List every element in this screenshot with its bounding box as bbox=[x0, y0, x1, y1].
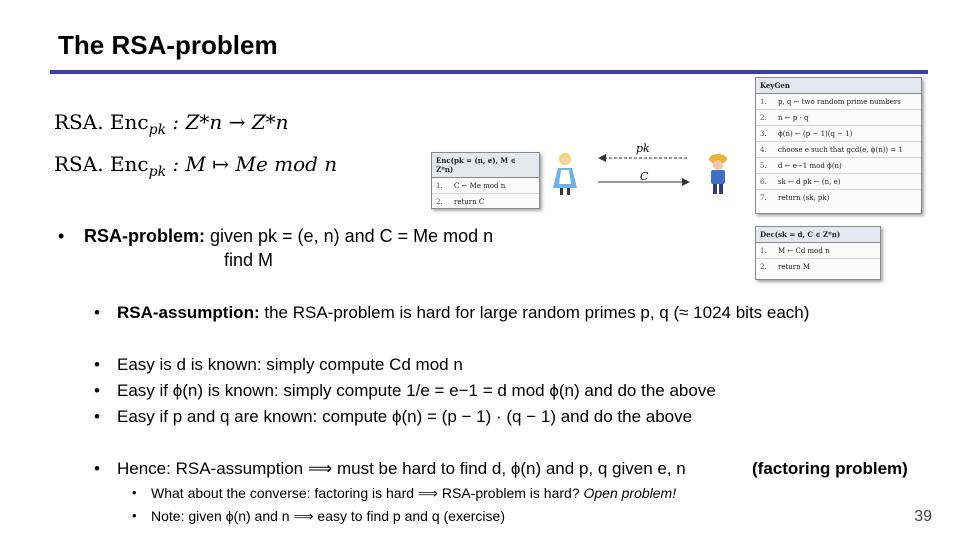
dec-box-line: M ← Cd mod n bbox=[778, 246, 830, 255]
rsa-problem-find: find M bbox=[224, 250, 274, 270]
easy-line-2: Easy if ϕ(n) is known: simply compute 1/e = e−1 = d mod ϕ(n) and do the above bbox=[117, 381, 716, 400]
bullet-dot: • bbox=[94, 381, 100, 400]
rsa-problem-line bbox=[84, 226, 493, 247]
sub-bullet-dot: • bbox=[132, 485, 137, 500]
bullet-dot: • bbox=[94, 407, 100, 426]
bullet-dot: • bbox=[94, 459, 100, 478]
title-underline bbox=[50, 70, 928, 74]
assumption-label: RSA-assumption: bbox=[117, 303, 260, 322]
rsa-problem-text: given pk = (e, n) and C = Me mod n bbox=[205, 226, 494, 246]
keygen-algorithm-box: KeyGen 1. p, q ← two random prime numbers 2. n ← p · q 3. ϕ(n) ← (p − 1)(q − 1) 4. choose e such that gcd(e, ϕ(n)) = 1 5. d ← e−1 mod ϕ(n) 6. sk ← d pk ← (n, e) 7. return (sk, pk) bbox=[755, 77, 922, 214]
keygen-box-line: return (sk, pk) bbox=[778, 193, 830, 202]
enc-algorithm-box: Enc(pk = (n, e), M ∈ Z*n) 1. C ← Me mod n 2. return C bbox=[431, 152, 540, 209]
keygen-box-line: n ← p · q bbox=[778, 113, 809, 122]
enc-domain: : Z*n → Z*n bbox=[172, 110, 289, 134]
enc-domain-line bbox=[54, 110, 289, 138]
enc-box-line: C ← Me mod n bbox=[454, 181, 506, 190]
hence-line: Hence: RSA-assumption ⟹ must be hard to find d, ϕ(n) and p, q given e, n bbox=[117, 459, 686, 478]
dec-box-line: return M bbox=[778, 262, 811, 271]
keygen-box-header: KeyGen bbox=[756, 78, 921, 94]
assumption-text: the RSA-problem is hard for large random primes p, q (≈ 1024 bits each) bbox=[259, 303, 810, 322]
pk-arrow-label: pk bbox=[636, 142, 650, 155]
keygen-box-line: d ← e−1 mod ϕ(n) bbox=[778, 161, 842, 170]
enc-map: : M ↦ Me mod n bbox=[172, 152, 338, 176]
bullet-dot: • bbox=[58, 226, 65, 246]
alice-figure-icon bbox=[548, 150, 582, 198]
enc-label: RSA. Enc bbox=[54, 110, 149, 134]
converse-text: What about the converse: factoring is hard ⟹ RSA-problem is hard? bbox=[151, 485, 580, 501]
slide-title: The RSA-problem bbox=[58, 30, 278, 60]
easy-line-3: Easy if p and q are known: compute ϕ(n) = (p − 1) · (q − 1) and do the above bbox=[117, 407, 693, 426]
keygen-box-line: p, q ← two random prime numbers bbox=[778, 97, 901, 106]
sub-bullet-dot: • bbox=[132, 508, 137, 523]
enc-box-header: Enc(pk = (n, e), M ∈ Z*n) bbox=[432, 153, 539, 178]
converse-line bbox=[151, 485, 676, 502]
dec-box-header: Dec(sk = d, C ∈ Z*n) bbox=[756, 227, 880, 243]
enc-box-line: return C bbox=[454, 197, 485, 206]
ciphertext-arrow-label: C bbox=[640, 170, 649, 183]
page-number: 39 bbox=[914, 508, 932, 525]
bullet-dot: • bbox=[94, 355, 100, 374]
enc-label-2: RSA. Enc bbox=[54, 152, 149, 176]
dec-algorithm-box: Dec(sk = d, C ∈ Z*n) 1. M ← Cd mod n 2. return M bbox=[755, 226, 881, 280]
assumption-line bbox=[117, 303, 809, 323]
note-line: Note: given ϕ(n) and n ⟹ easy to find p and q (exercise) bbox=[151, 508, 505, 524]
enc-subscript: pk bbox=[148, 122, 167, 138]
open-problem-text: Open problem! bbox=[583, 485, 677, 501]
enc-subscript-2: pk bbox=[148, 164, 167, 180]
keygen-box-line: ϕ(n) ← (p − 1)(q − 1) bbox=[778, 129, 853, 138]
factoring-label: (factoring problem) bbox=[752, 459, 908, 478]
rsa-problem-label: RSA-problem: bbox=[84, 226, 205, 246]
easy-line-1: Easy is d is known: simply compute Cd mod n bbox=[117, 355, 463, 374]
keygen-box-line: sk ← d pk ← (n, e) bbox=[778, 177, 841, 186]
keygen-box-line: choose e such that gcd(e, ϕ(n)) = 1 bbox=[778, 145, 903, 154]
bullet-dot: • bbox=[94, 303, 100, 322]
enc-map-line bbox=[54, 152, 337, 180]
bob-figure-icon bbox=[704, 152, 732, 196]
